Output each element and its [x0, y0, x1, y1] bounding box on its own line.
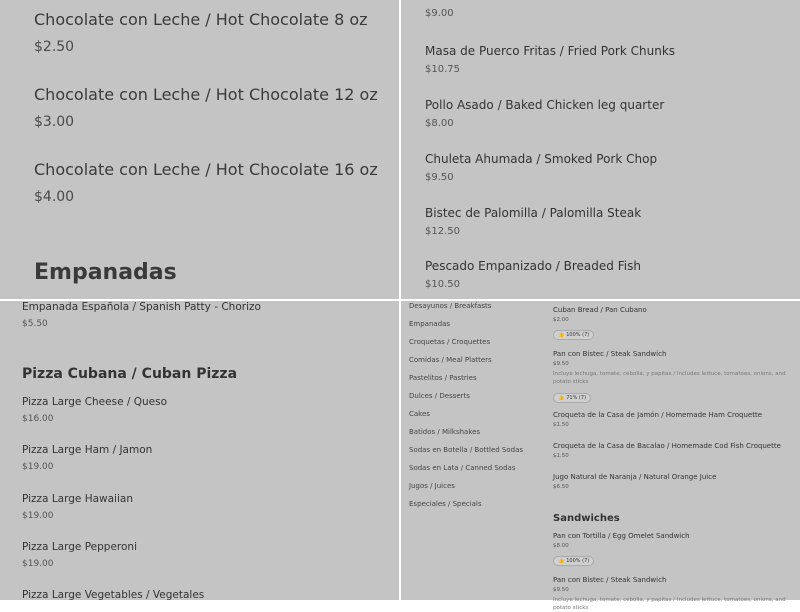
- item-price: $9.50: [425, 172, 454, 183]
- menu-item-partial[interactable]: [425, 8, 454, 19]
- item-price: $19.00: [22, 462, 54, 472]
- item-name: Pizza Large Vegetables / Vegetales: [22, 589, 205, 601]
- item-name: Croqueta de la Casa de Jamón / Homemade Ham Croquette: [553, 411, 763, 419]
- item-name: Pan con Tortilla / Egg Omelet Sandwich: [553, 532, 690, 540]
- category-link-milkshakes[interactable]: Batidos / Milkshakes: [409, 428, 481, 436]
- menu-item[interactable]: [425, 44, 675, 75]
- item-price: $19.00: [22, 559, 54, 569]
- menu-item[interactable]: [425, 259, 641, 290]
- category-link-canned-sodas[interactable]: Sodas en Lata / Canned Sodas: [409, 464, 516, 472]
- category-sidebar: [409, 297, 523, 513]
- item-price: $2.50: [34, 39, 75, 55]
- item-price: $10.75: [425, 64, 460, 75]
- rating-badge: [553, 393, 591, 403]
- item-name: Pescado Empanizado / Breaded Fish: [425, 259, 641, 273]
- item-name: Jugo Natural de Naranja / Natural Orange Juice: [553, 473, 717, 481]
- item-price: $4.00: [34, 189, 75, 205]
- category-link-pastries[interactable]: Pastelitos / Pastries: [409, 374, 477, 382]
- menu-item[interactable]: [553, 350, 793, 404]
- category-link-croquettes[interactable]: Croquetas / Croquettes: [409, 338, 491, 346]
- item-name: Chocolate con Leche / Hot Chocolate 12 oz: [34, 85, 378, 104]
- category-link-cakes[interactable]: Cakes: [409, 410, 430, 418]
- menu-item[interactable]: [553, 306, 793, 341]
- item-name: Masa de Puerco Fritas / Fried Pork Chunks: [425, 44, 676, 58]
- item-price: $8.00: [553, 543, 569, 549]
- item-name: Pan con Bistec / Steak Sandwich: [553, 350, 667, 358]
- menu-item[interactable]: [34, 85, 378, 130]
- menu-pane-hot-chocolate: [0, 0, 399, 299]
- item-name: Bistec de Palomilla / Palomilla Steak: [425, 206, 642, 220]
- item-price: $1.50: [553, 422, 569, 428]
- menu-item[interactable]: [22, 444, 152, 472]
- menu-pane-meal-platters: [401, 0, 800, 299]
- category-link-empanadas[interactable]: Empanadas: [409, 320, 451, 328]
- item-name: Chocolate con Leche / Hot Chocolate 16 oz: [34, 160, 378, 179]
- menu-item[interactable]: [553, 473, 793, 490]
- menu-item[interactable]: [425, 206, 641, 237]
- category-link-specials[interactable]: Especiales / Specials: [409, 500, 482, 508]
- category-link-juices[interactable]: Jugos / Juices: [409, 482, 455, 490]
- rating-text: 71% (7): [566, 395, 587, 401]
- item-price: $10.50: [425, 279, 460, 290]
- thumbs-up-icon: 👍: [558, 395, 565, 401]
- rating-text: 100% (7): [566, 558, 590, 564]
- menu-pane-category-nav: [401, 301, 800, 611]
- section-heading: Empanadas: [34, 260, 177, 285]
- menu-item[interactable]: [22, 493, 133, 521]
- category-link-meal-platters[interactable]: Comidas / Meal Platters: [409, 356, 492, 364]
- item-price: $2.00: [553, 317, 569, 323]
- item-price: $9.50: [553, 361, 569, 367]
- category-link-desserts[interactable]: Dulces / Desserts: [409, 392, 470, 400]
- menu-item[interactable]: [34, 160, 378, 205]
- item-price: $9.50: [553, 587, 569, 593]
- category-link-breakfasts[interactable]: Desayunos / Breakfasts: [409, 302, 492, 310]
- rating-badge: [553, 330, 594, 340]
- menu-item[interactable]: [553, 576, 793, 612]
- menu-item[interactable]: [22, 589, 204, 601]
- section-heading: Pizza Cubana / Cuban Pizza: [22, 366, 238, 382]
- item-name: Chuleta Ahumada / Smoked Pork Chop: [425, 152, 658, 166]
- rating-text: 100% (7): [566, 332, 590, 338]
- item-description: Incluye lechuga, tomate, cebolla, y papitas / Includes lettuce, tomatoes, onions, and potato sticks: [553, 597, 786, 611]
- item-price: $1.50: [553, 453, 569, 459]
- item-price: $3.00: [34, 114, 75, 130]
- item-price: $9.00: [425, 8, 454, 19]
- menu-item[interactable]: [553, 411, 793, 428]
- item-name: Pan con Bistec / Steak Sandwich: [553, 576, 667, 584]
- item-price: $5.50: [22, 319, 48, 329]
- menu-pane-pizza: [0, 301, 399, 600]
- item-price: $8.00: [425, 118, 454, 129]
- item-name: Pizza Large Pepperoni: [22, 541, 137, 553]
- item-price: $19.00: [22, 511, 54, 521]
- item-name: Chocolate con Leche / Hot Chocolate 8 oz: [34, 10, 368, 29]
- menu-item[interactable]: [553, 442, 793, 459]
- menu-item[interactable]: [34, 10, 368, 55]
- item-name: Croqueta de la Casa de Bacalao / Homemade Cod Fish Croquette: [553, 442, 781, 450]
- item-price: $6.50: [553, 484, 569, 490]
- item-name: Pizza Large Hawaiian: [22, 493, 133, 505]
- menu-item[interactable]: [22, 541, 137, 569]
- item-name: Pollo Asado / Baked Chicken leg quarter: [425, 98, 665, 112]
- menu-item[interactable]: [425, 98, 664, 129]
- item-description: Incluye lechuga, tomate, cebolla, y papitas / Includes lettuce, tomatoes, onions, and potato sticks: [553, 371, 786, 385]
- item-name: Empanada Española / Spanish Patty - Chorizo: [22, 301, 261, 313]
- item-name: Pizza Large Cheese / Queso: [22, 396, 168, 408]
- item-price: $12.50: [425, 226, 460, 237]
- thumbs-up-icon: 👍: [558, 558, 565, 564]
- item-name: Pizza Large Ham / Jamon: [22, 444, 153, 456]
- menu-item[interactable]: [553, 532, 793, 567]
- item-price: $16.00: [22, 414, 54, 424]
- item-name: Cuban Bread / Pan Cubano: [553, 306, 647, 314]
- section-heading: Sandwiches: [553, 513, 620, 524]
- menu-item[interactable]: [425, 152, 657, 183]
- thumbs-up-icon: 👍: [558, 332, 565, 338]
- menu-item[interactable]: [22, 396, 167, 424]
- rating-badge: [553, 556, 594, 566]
- category-link-bottled-sodas[interactable]: Sodas en Botella / Bottled Sodas: [409, 446, 524, 454]
- menu-item[interactable]: [22, 301, 261, 329]
